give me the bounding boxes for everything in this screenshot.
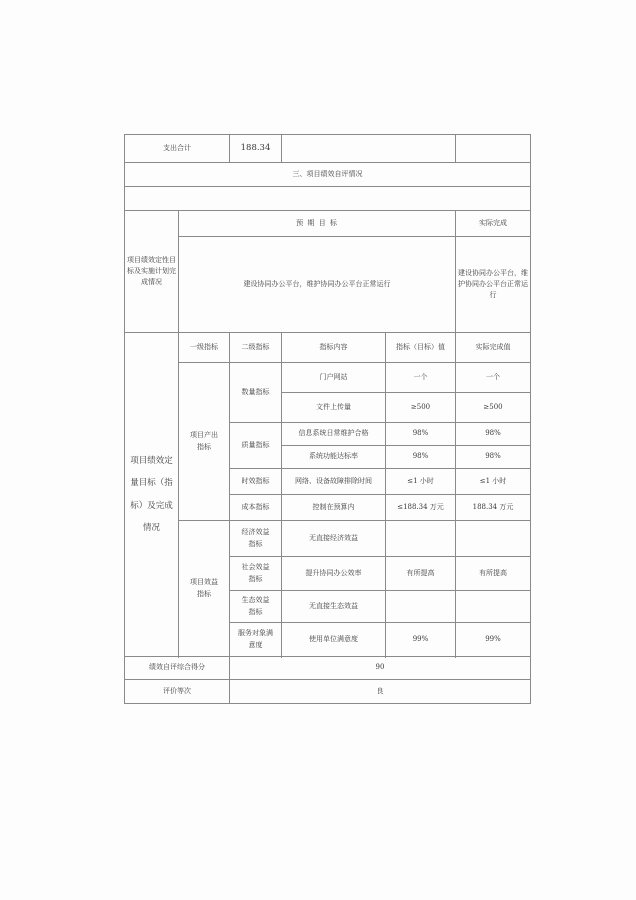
- target-cell: ≤1 小时: [386, 469, 456, 495]
- content-cell: 使用单位满意度: [282, 623, 386, 657]
- actual-cell: 有所提高: [456, 557, 531, 591]
- content-cell: 文件上传量: [282, 393, 386, 423]
- level2-quantity: 数量指标: [230, 363, 282, 423]
- level2-cost: 成本指标: [230, 495, 282, 521]
- blank-row: [125, 187, 531, 211]
- expense-value: 188.34: [230, 135, 282, 163]
- score-row: [125, 657, 531, 680]
- target-cell: 一个: [386, 363, 456, 393]
- actual-cell: 98%: [456, 423, 531, 446]
- target-cell: 有所提高: [386, 557, 456, 591]
- target-cell: 98%: [386, 446, 456, 469]
- expense-label: 支出合计: [125, 135, 230, 163]
- level2-satisfaction: 服务对象满意度: [230, 623, 282, 657]
- target-cell: [386, 591, 456, 623]
- actual-cell: [456, 521, 531, 557]
- header-content: 指标内容: [282, 333, 386, 363]
- content-cell: 控制在预算内: [282, 495, 386, 521]
- qualitative-header-row: [125, 211, 531, 237]
- quantitative-label: 项目绩效定量目标（指标）及完成情况: [125, 333, 179, 657]
- qualitative-label: 项目绩效定性目标及实施计划完成情况: [125, 211, 179, 333]
- header-level2: 二级指标: [230, 333, 282, 363]
- content-cell: 无直接经济效益: [282, 521, 386, 557]
- level2-economic: 经济效益指标: [230, 521, 282, 557]
- grade-row: [125, 680, 531, 704]
- actual-cell: 99%: [456, 623, 531, 657]
- score-label: 绩效自评综合得分: [125, 657, 230, 680]
- content-cell: 系统功能达标率: [282, 446, 386, 469]
- content-cell: 提升协同办公效率: [282, 557, 386, 591]
- blank-cell: [125, 187, 531, 211]
- header-actual: 实际完成值: [456, 333, 531, 363]
- actual-completion-header: 实际完成: [456, 211, 531, 237]
- actual-cell: [456, 591, 531, 623]
- section-title-row: [125, 163, 531, 187]
- section-title: 三、项目绩效自评情况: [125, 163, 531, 187]
- expense-blank-1: [282, 135, 456, 163]
- level1-benefit: 项目效益指标: [179, 521, 230, 657]
- content-cell: 信息系统日常维护合格: [282, 423, 386, 446]
- header-target: 指标（目标）值: [386, 333, 456, 363]
- target-cell: 98%: [386, 423, 456, 446]
- expected-goal-text: 建设协同办公平台，维护协同办公平台正常运行: [179, 237, 456, 333]
- expected-goal-header: 预 期 目 标: [179, 211, 456, 237]
- actual-cell: 98%: [456, 446, 531, 469]
- level2-quality: 质量指标: [230, 423, 282, 469]
- actual-cell: 188.34 万元: [456, 495, 531, 521]
- grade-value: 良: [230, 680, 531, 704]
- table-row: [125, 363, 531, 393]
- target-cell: ≤188.34 万元: [386, 495, 456, 521]
- content-cell: 网络、设备故障排除时间: [282, 469, 386, 495]
- performance-table: [124, 134, 531, 704]
- content-cell: 门户网站: [282, 363, 386, 393]
- target-cell: ≥500: [386, 393, 456, 423]
- level2-timeliness: 时效指标: [230, 469, 282, 495]
- content-cell: 无直接生态效益: [282, 591, 386, 623]
- table-row: [125, 521, 531, 557]
- actual-completion-text: 建设协同办公平台，维护协同办公平台正常运行: [456, 237, 531, 333]
- expense-blank-2: [456, 135, 531, 163]
- qualitative-body-row: [125, 237, 531, 333]
- grade-label: 评价等次: [125, 680, 230, 704]
- level1-output: 项目产出指标: [179, 363, 230, 521]
- score-value: 90: [230, 657, 531, 680]
- level2-social: 社会效益指标: [230, 557, 282, 591]
- actual-cell: ≥500: [456, 393, 531, 423]
- header-level1: 一级指标: [179, 333, 230, 363]
- target-cell: 99%: [386, 623, 456, 657]
- expense-row: [125, 135, 531, 163]
- level2-ecological: 生态效益指标: [230, 591, 282, 623]
- actual-cell: 一个: [456, 363, 531, 393]
- target-cell: [386, 521, 456, 557]
- quantitative-header-row: [125, 333, 531, 363]
- actual-cell: ≤1 小时: [456, 469, 531, 495]
